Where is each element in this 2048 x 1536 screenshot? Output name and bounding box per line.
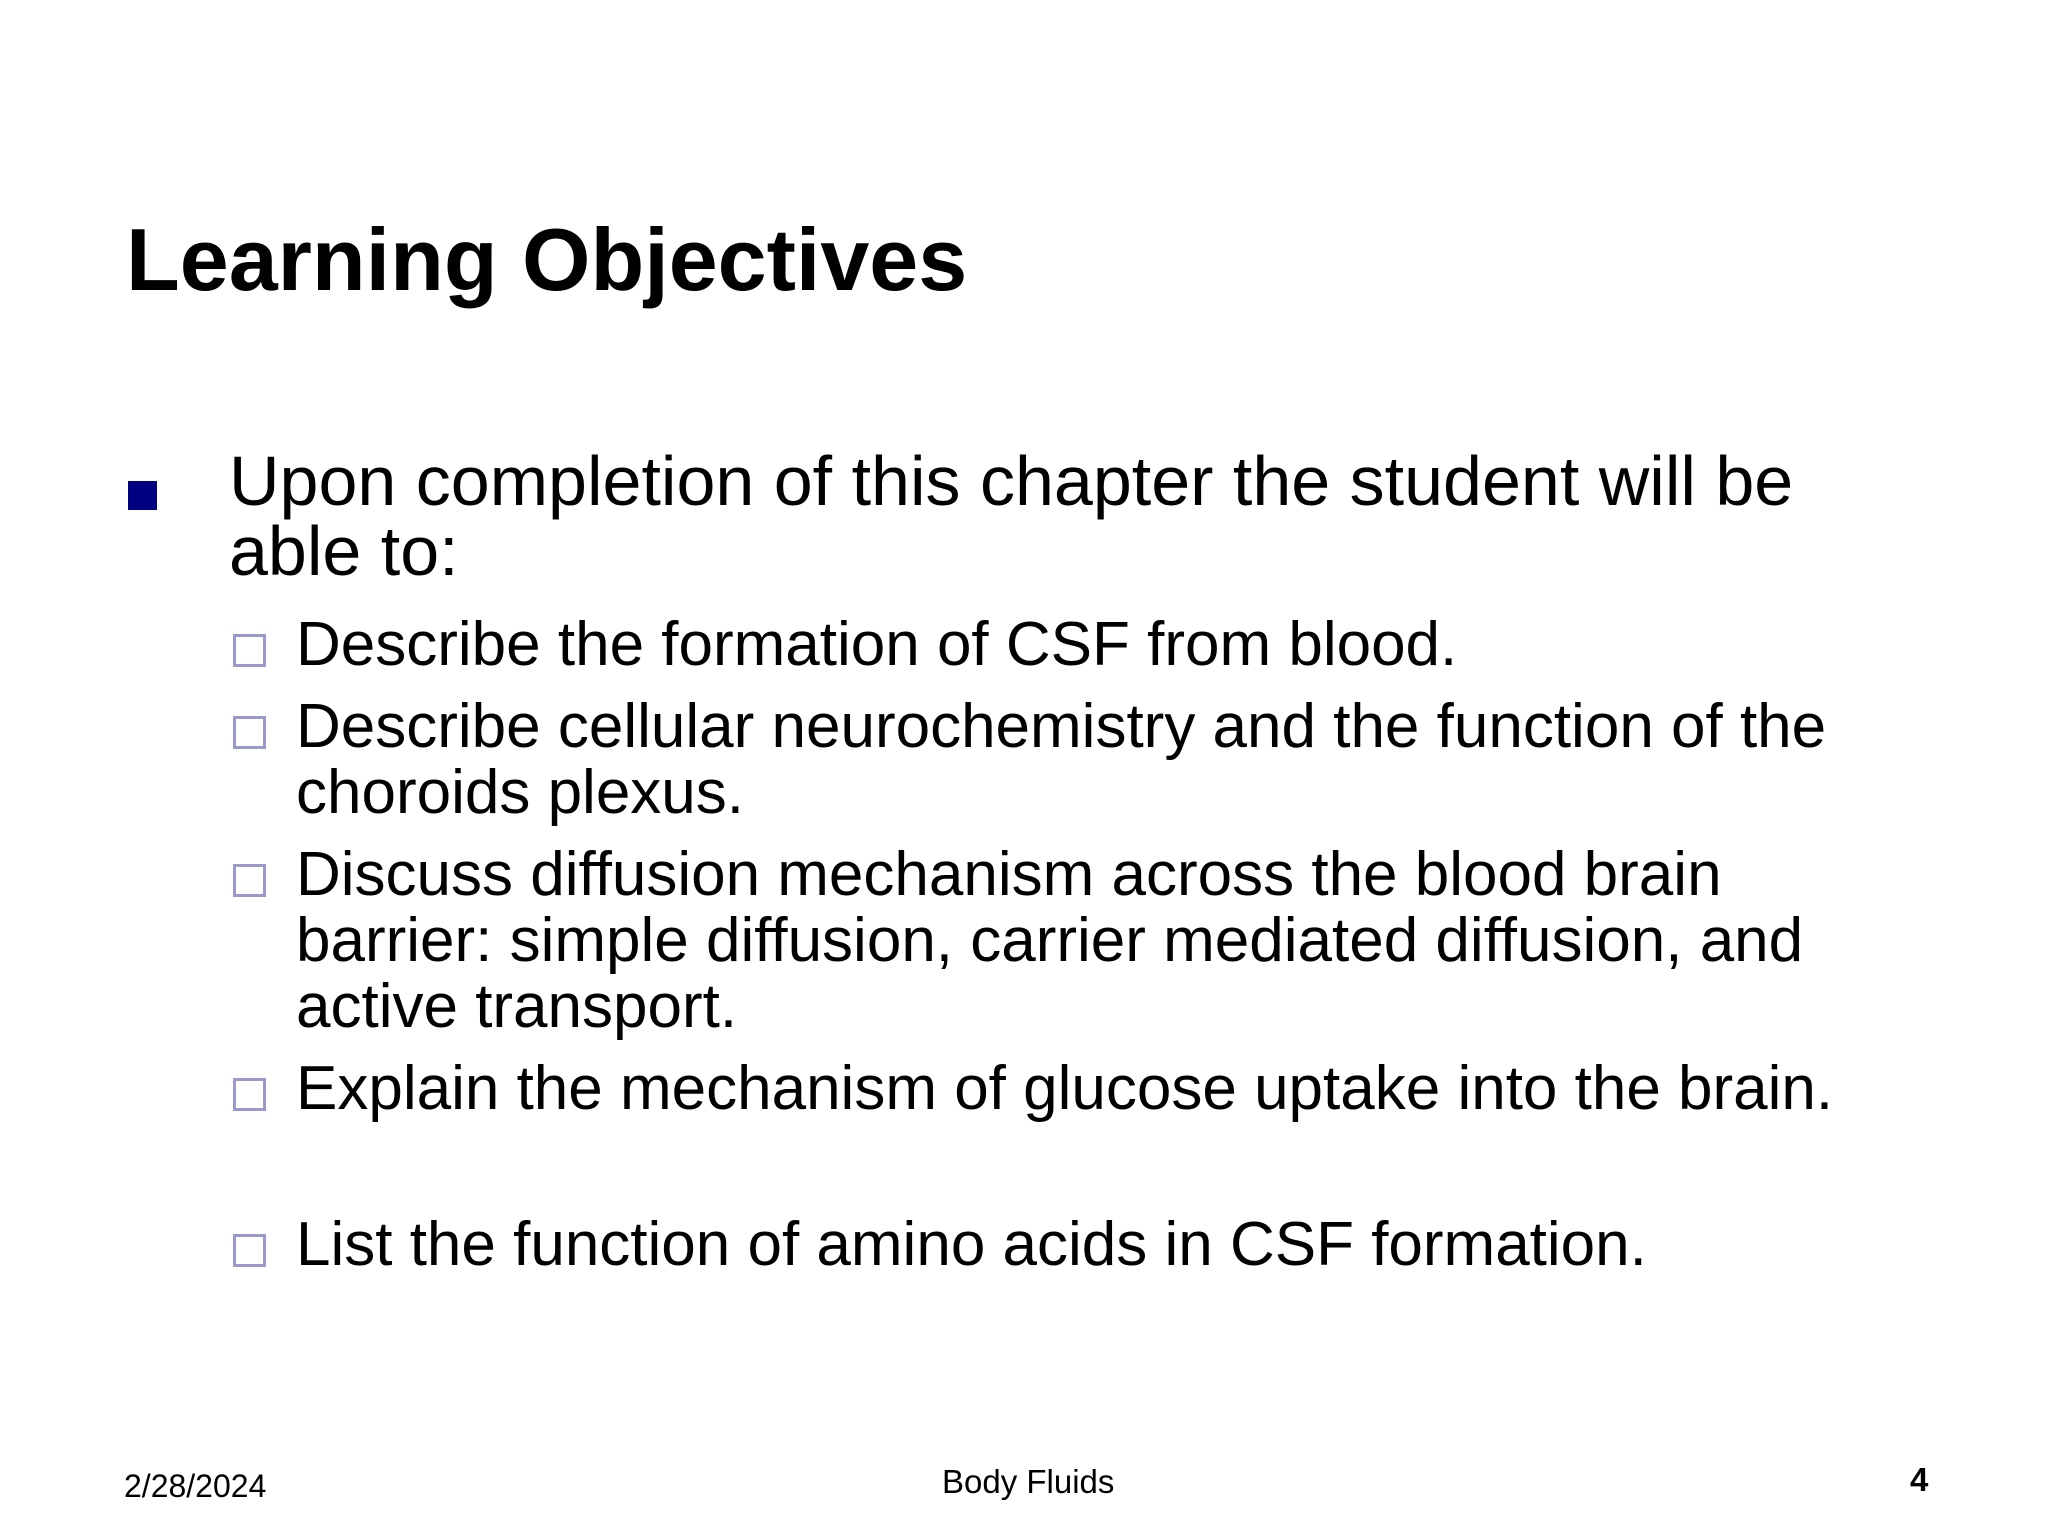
hollow-square-bullet-icon bbox=[233, 864, 266, 897]
list-item-text: Discuss diffusion mechanism across the blood brain barrier: simple diffusion, carrier mediated diffusion, and active transport. bbox=[296, 840, 1804, 1041]
main-bullet bbox=[126, 442, 1926, 590]
list-item bbox=[231, 842, 1931, 1040]
list-item bbox=[231, 1212, 1931, 1278]
square-bullet-icon bbox=[128, 481, 157, 510]
list-item-text: List the function of amino acids in CSF formation. bbox=[296, 1210, 1647, 1279]
hollow-square-bullet-icon bbox=[233, 1078, 266, 1111]
hollow-square-bullet-icon bbox=[233, 1234, 266, 1267]
list-item bbox=[231, 612, 1931, 678]
hollow-square-bullet-icon bbox=[233, 634, 266, 667]
page-number: 4 bbox=[1910, 1461, 1929, 1498]
hollow-square-bullet-icon bbox=[233, 716, 266, 749]
footer-title: Body Fluids bbox=[942, 1463, 1115, 1500]
list-item bbox=[231, 694, 1931, 826]
main-bullet-text: Upon completion of this chapter the student will be able to: bbox=[229, 442, 1794, 590]
footer-date: 2/28/2024 bbox=[124, 1468, 267, 1504]
list-item-text: Describe cellular neurochemistry and the function of the choroids plexus. bbox=[296, 692, 1827, 827]
slide-content bbox=[126, 442, 1926, 1279]
list-item-text: Explain the mechanism of glucose uptake into the brain. bbox=[296, 1054, 1834, 1123]
list-item bbox=[231, 1056, 1931, 1122]
list-item-text: Describe the formation of CSF from blood. bbox=[296, 610, 1458, 679]
slide-title: Learning Objectives bbox=[126, 210, 968, 309]
